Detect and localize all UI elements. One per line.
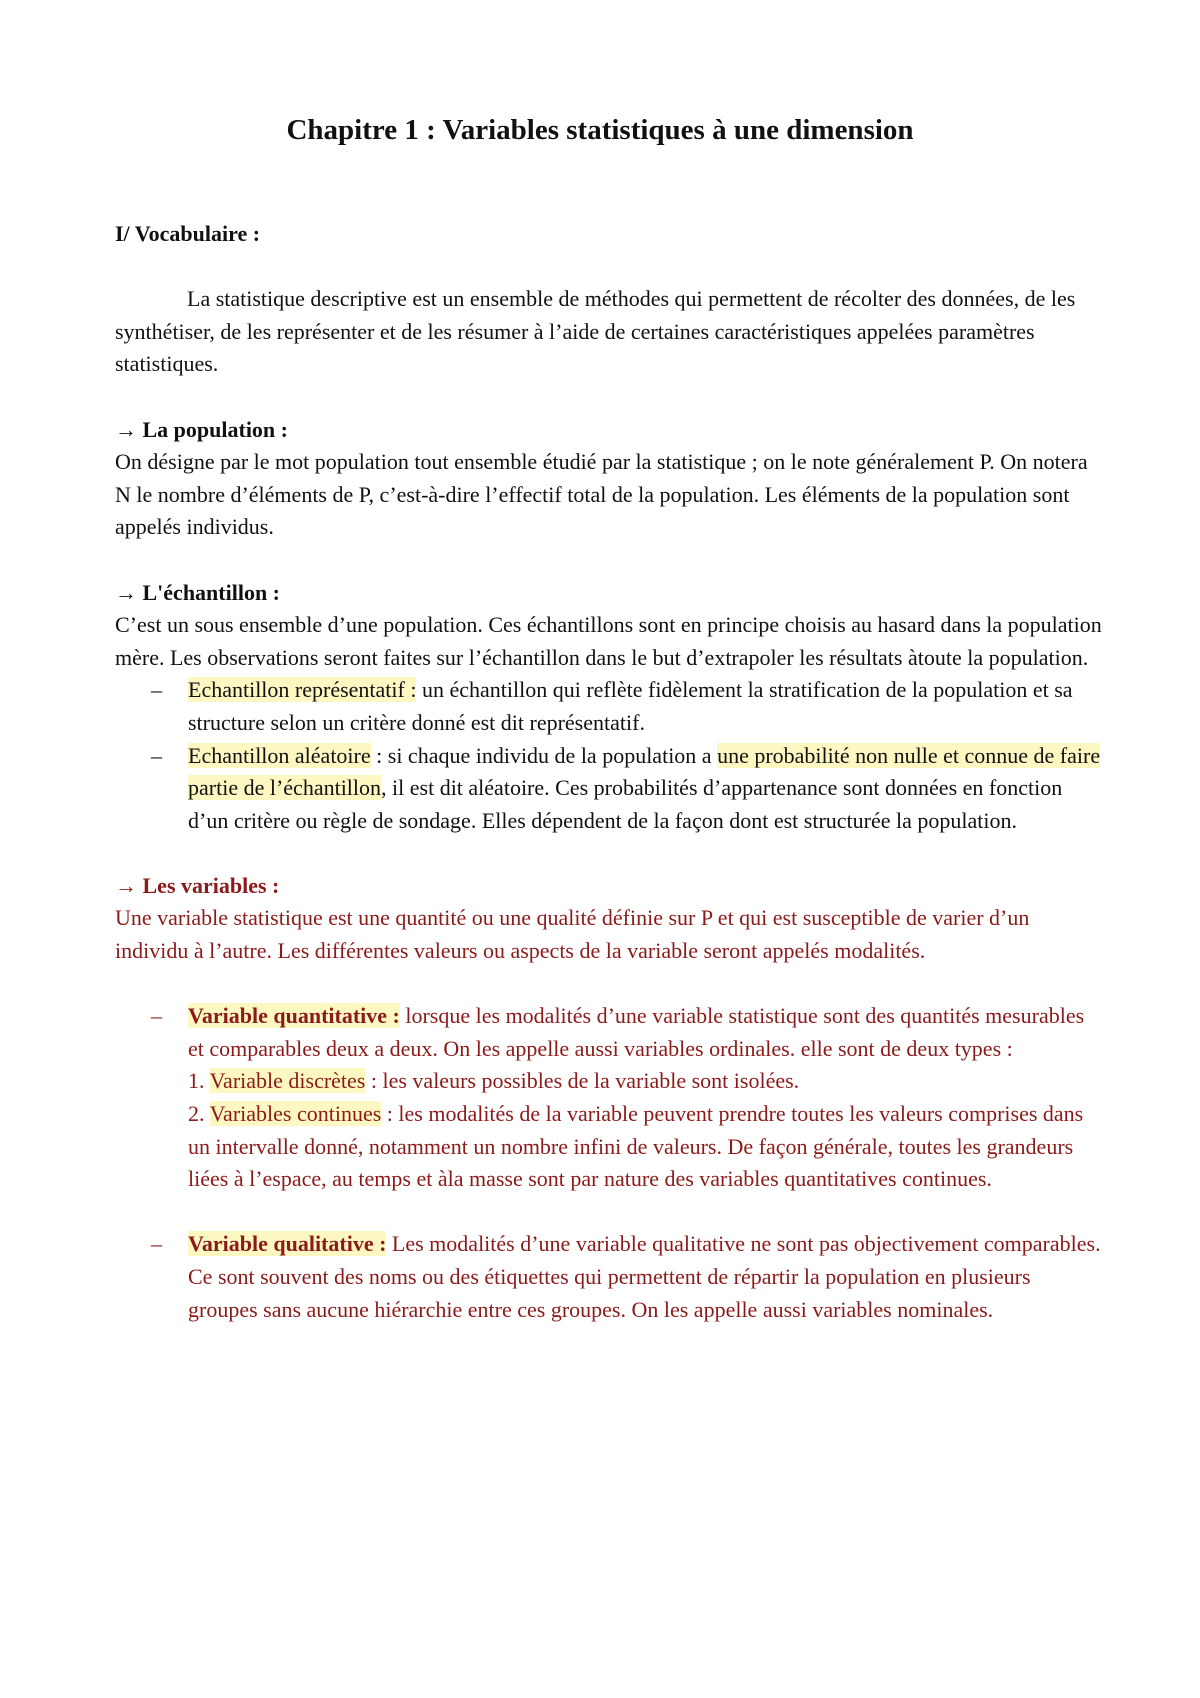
item2-prefix: 2. xyxy=(188,1101,210,1127)
variables-paragraph: Une variable statistique est une quantité ou une qualité définie sur P et qui est susceptible de varier d’un individu à l’autre. Les différentes valeurs ou aspects de la variable seront appelés modalités. xyxy=(115,905,1030,964)
list-item-qualitative xyxy=(115,1228,1105,1326)
spacer xyxy=(115,1196,1105,1229)
list-item-aleatoire xyxy=(115,740,1105,838)
spacer xyxy=(115,968,1105,1001)
echantillon-paragraph: C’est un sous ensemble d’une population. Ces échantillons sont en principe choisis au hasard dans la population mère. Les observations seront faites sur l’échantillon dans le but d’extrapoler les résultats àtoute la population. xyxy=(115,612,1102,670)
spacer xyxy=(115,251,1105,284)
text-continues: : les modalités de la variable peuvent prendre toutes les valeurs comprises dans un intervalle donné, notamment un nombre infini de valeurs. De façon générale, toutes les grandeurs liées à l’espace, au temps et àla masse sont par nature des variables quantitatives continues. xyxy=(188,1101,1084,1192)
item1-prefix: 1. xyxy=(188,1068,210,1094)
dash-bullet: – xyxy=(151,1231,162,1257)
spacer xyxy=(115,381,1105,414)
highlight-probabilite: une probabilité non nulle et connue de faire partie de l’échantillon xyxy=(188,742,1101,801)
document-body xyxy=(115,218,1105,1326)
echantillon-list xyxy=(115,674,1105,837)
text-aleatoire-b: , il est dit aléatoire. Ces probabilités d’appartenance sont données en fonction d’un critère ou règle de sondage. Elles dépendent de la façon dont est structurée la population. xyxy=(188,775,1063,833)
heading-variables: → Les variables : xyxy=(115,872,280,898)
variables-list-2 xyxy=(115,1228,1105,1326)
heading-population: → La population : xyxy=(115,416,288,442)
spacer xyxy=(115,544,1105,577)
list-item-representatif xyxy=(115,674,1105,739)
term-discretes: Variable discrètes xyxy=(209,1068,366,1094)
list-item-quantitative xyxy=(115,1000,1105,1196)
dash-bullet: – xyxy=(151,1003,162,1029)
text-representatif: un échantillon qui reflète fidèlement la stratification de la population et sa structure selon un critère donné est dit représentatif. xyxy=(188,677,1073,735)
term-aleatoire: Echantillon aléatoire xyxy=(188,742,371,768)
dash-bullet: – xyxy=(151,742,162,768)
variables-list xyxy=(115,1000,1105,1196)
intro-paragraph: La statistique descriptive est un ensemble de méthodes qui permettent de récolter des données, de les synthétiser, de les représenter et de les résumer à l’aide de certaines caractéristiques appelées paramètres statistiques. xyxy=(115,286,1076,377)
heading-echantillon: → L'échantillon : xyxy=(115,579,281,605)
population-paragraph: On désigne par le mot population tout ensemble étudié par la statistique ; on le note généralement P. On notera N le nombre d’éléments de P, c’est-à-dire l’effectif total de la population. Les éléments de la population sont appelés individus. xyxy=(115,449,1088,540)
term-continues: Variables continues xyxy=(209,1101,382,1127)
variables-section xyxy=(115,870,1105,1326)
text-qualitative: Les modalités d’une variable qualitative ne sont pas objectivement comparables. Ce sont souvent des noms ou des étiquettes qui permettent de répartir la population en plusieurs groupes sans aucune hiérarchie entre ces groupes. On les appelle aussi variables nominales. xyxy=(188,1231,1101,1322)
section-heading-vocabulaire: I/ Vocabulaire : xyxy=(115,221,261,246)
term-qualitative: Variable qualitative : xyxy=(188,1231,387,1257)
dash-bullet: – xyxy=(151,677,162,703)
term-representatif: Echantillon représentatif : xyxy=(188,677,417,703)
text-discretes: : les valeurs possibles de la variable sont isolées. xyxy=(365,1068,800,1094)
text-quantitative: lorsque les modalités d’une variable statistique sont des quantités mesurables et comparables deux a deux. On les appelle aussi variables ordinales. elle sont de deux types : xyxy=(188,1003,1085,1061)
spacer xyxy=(115,837,1105,870)
term-quantitative: Variable quantitative : xyxy=(188,1003,400,1029)
chapter-title: Chapitre 1 : Variables statistiques à une dimension xyxy=(286,114,914,146)
text-aleatoire-a: : si chaque individu de la population a xyxy=(370,742,718,768)
